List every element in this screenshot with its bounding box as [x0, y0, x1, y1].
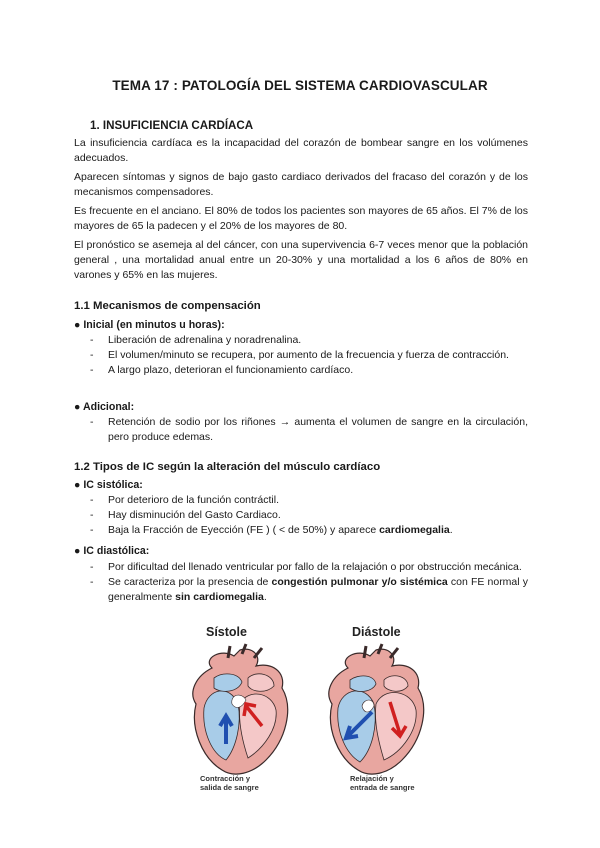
sin-cardiomegalia-term: sin cardiomegalia	[175, 591, 264, 603]
section-heading-insuficiencia: 1. INSUFICIENCIA CARDÍACA	[90, 119, 254, 132]
list-adicional	[88, 415, 528, 445]
list-item: - Por deterioro de la función contráctil.	[88, 493, 528, 508]
diastole-label: Diástole	[352, 625, 401, 639]
cardiomegalia-term: cardiomegalia	[379, 524, 450, 536]
list-item: - El volumen/minuto se recupera, por aumento de la frecuencia y fuerza de contracción.	[88, 348, 528, 363]
systole-caption-line2: salida de sangre	[200, 783, 259, 792]
bullet-heading-inicial: ● Inicial (en minutos u horas):	[74, 319, 225, 331]
hearts-illustration	[178, 626, 430, 796]
list-item: - A largo plazo, deterioran el funcionamiento cardíaco.	[88, 363, 528, 378]
list-item	[88, 575, 528, 605]
diastole-caption-line1: Relajación y	[350, 774, 394, 783]
systole-heart-icon	[193, 644, 288, 774]
systole-caption	[200, 774, 259, 792]
list-item: - Por dificultad del llenado ventricular por fallo de la relajación o por obstrucción mecánica.	[88, 560, 528, 575]
diastole-caption-line2: entrada de sangre	[350, 783, 415, 792]
diastolica-text-mid: con FE normal y generalmente	[108, 576, 528, 603]
diastolica-suffix: .	[263, 591, 267, 603]
list-item: - Retención de sodio por los riñones → aumenta el volumen de sangre en la circulación, pero produce edemas.	[88, 415, 528, 445]
bullet-heading-diastolica: ● IC diastólica:	[74, 545, 150, 557]
list-diastolica	[88, 560, 528, 605]
subsection-heading-ic-types: 1.2 Tipos de IC según la alteración del músculo cardíaco	[74, 461, 381, 473]
list-item: - Hay disminución del Gasto Cardiaco.	[88, 508, 528, 523]
list-sistolica	[88, 493, 528, 538]
diastolica-text: Se caracteriza por la presencia de	[108, 576, 272, 588]
heart-figure	[178, 626, 430, 796]
systole-label: Sístole	[206, 625, 247, 639]
subsection-heading-compensation: 1.1 Mecanismos de compensación	[74, 300, 261, 312]
paragraph-prognosis: El pronóstico se asemeja al del cáncer, con una supervivencia 6-7 veces menor que la población general , una mortalidad anual entre un 20-30% y una mortalidad a los 6 años de 80% en varones y 65% en las mujeres.	[74, 239, 528, 281]
list-item: - Liberación de adrenalina y noradrenalina.	[88, 333, 528, 348]
fe-suffix: .	[449, 524, 453, 536]
bullet-heading-adicional: ● Adicional:	[74, 401, 135, 413]
diastole-heart-icon	[329, 644, 424, 774]
paragraph-frequency: Es frecuente en el anciano. El 80% de todos los pacientes son mayores de 65 años. El 7% de los mayores de 65 la padecen y el 20% de los mayores de 80.	[74, 205, 528, 232]
paragraph-definition: La insuficiencia cardíaca es la incapacidad del corazón de bombear sangre en los volúmenes adecuados.	[74, 137, 528, 164]
list-item	[88, 523, 528, 538]
systole-caption-line1: Contracción y	[200, 774, 251, 783]
paragraph-symptoms: Aparecen síntomas y signos de bajo gasto cardiaco derivados del fracaso del corazón y de los mecanismos compensadores.	[74, 171, 528, 198]
fe-text: Baja la Fracción de Eyección (FE ) ( < de 50%) y aparece	[108, 524, 380, 536]
congestion-term: congestión pulmonar y/o sistémica	[271, 576, 448, 588]
diastole-caption	[350, 774, 415, 792]
bullet-heading-sistolica: ● IC sistólica:	[74, 479, 143, 491]
page-title: TEMA 17 : PATOLOGÍA DEL SISTEMA CARDIOVASCULAR	[112, 78, 488, 93]
list-inicial	[88, 333, 528, 378]
